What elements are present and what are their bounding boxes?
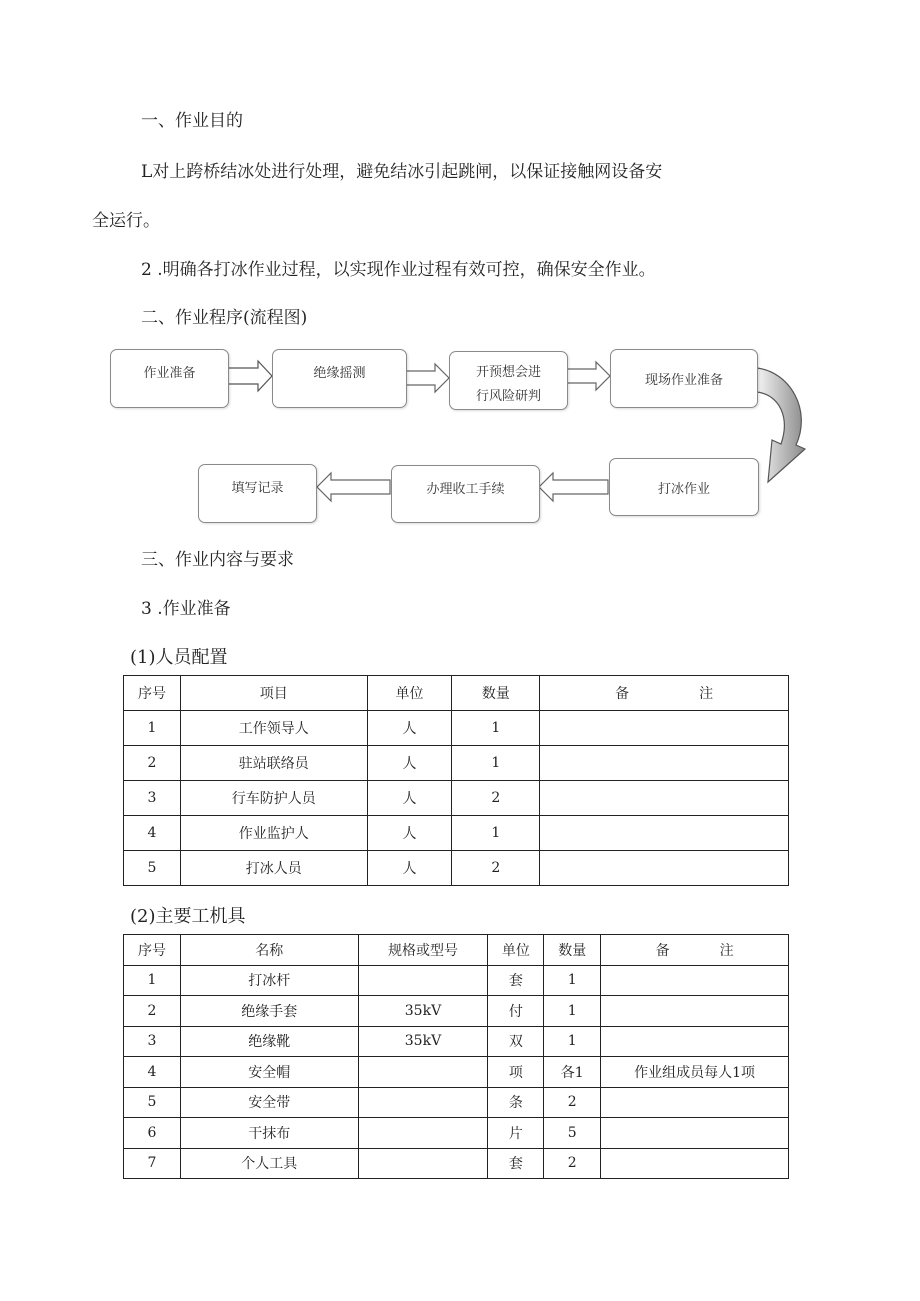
personnel-title: (1)人员配置 (130, 647, 228, 668)
cell (601, 1118, 789, 1149)
cell: 人 (367, 781, 452, 816)
cell: 打冰杆 (180, 965, 358, 996)
cell (358, 1148, 488, 1179)
cell: 1 (452, 711, 540, 746)
cell (601, 996, 789, 1027)
header-cell: 序号 (124, 676, 181, 711)
flow-arrow-5 (317, 473, 390, 501)
cell: 双 (488, 1026, 544, 1057)
flow-step-prepare-label: 作业准备 (143, 366, 196, 381)
flowchart-arrows (0, 0, 920, 540)
table-row (124, 711, 789, 746)
table-row (124, 781, 789, 816)
section1-title: 一、作业目的 (141, 111, 243, 131)
table-header-row (124, 676, 789, 711)
cell (540, 746, 789, 781)
cell (601, 1148, 789, 1179)
cell (540, 781, 789, 816)
flow-arrow-4 (539, 473, 608, 501)
table-header-row (124, 935, 789, 966)
flow-step-close-out-label: 办理收工手续 (426, 482, 505, 497)
flow-arrow-2 (406, 364, 449, 392)
section2-title: 二、作业程序(流程图) (141, 308, 308, 328)
cell: 5 (544, 1118, 601, 1149)
cell: 4 (124, 1057, 181, 1088)
header-cell: 序号 (124, 935, 181, 966)
cell: 35kV (358, 996, 488, 1027)
table-row (124, 965, 789, 996)
flow-step-prepare (110, 349, 229, 408)
cell (540, 816, 789, 851)
tools-title: (2)主要工机具 (130, 906, 246, 927)
header-remark-1: 备 (655, 942, 670, 959)
cell: 人 (367, 851, 452, 886)
flow-step-ice-work-label: 打冰作业 (657, 482, 710, 497)
cell: 4 (124, 816, 181, 851)
table-row (124, 816, 789, 851)
cell: 2 (544, 1148, 601, 1179)
cell: 片 (488, 1118, 544, 1149)
section1-item1-line2: 全运行。 (92, 211, 160, 231)
table-row (124, 1118, 789, 1149)
section1-item2: 2 .明确各打冰作业过程，以实现作业过程有效可控，确保安全作业。 (141, 260, 656, 280)
cell: 1 (544, 996, 601, 1027)
cell: 工作领导人 (180, 711, 367, 746)
flow-step-close-out (391, 465, 540, 523)
cell (358, 1057, 488, 1088)
flow-step-risk-meeting-label-1: 开预想会进 (475, 365, 541, 380)
header-cell (601, 935, 789, 966)
table-row (124, 1148, 789, 1179)
cell: 安全带 (180, 1087, 358, 1118)
cell: 2 (452, 781, 540, 816)
flow-step-insulation-test (272, 349, 407, 408)
flow-step-site-prepare-label: 现场作业准备 (644, 373, 723, 388)
header-cell: 名称 (180, 935, 358, 966)
cell: 1 (124, 711, 181, 746)
cell (540, 851, 789, 886)
cell: 驻站联络员 (180, 746, 367, 781)
section3-title: 三、作业内容与要求 (141, 550, 294, 570)
cell (358, 1118, 488, 1149)
cell: 套 (488, 1148, 544, 1179)
cell: 人 (367, 816, 452, 851)
cell: 1 (452, 816, 540, 851)
header-cell: 项目 (180, 676, 367, 711)
cell: 各1 (544, 1057, 601, 1088)
cell: 条 (488, 1087, 544, 1118)
header-cell: 数量 (452, 676, 540, 711)
cell (358, 965, 488, 996)
flow-step-risk-meeting (449, 351, 568, 410)
personnel-table (123, 675, 789, 886)
table-row (124, 1057, 789, 1088)
table-row (124, 746, 789, 781)
cell: 1 (544, 1026, 601, 1057)
cell: 7 (124, 1148, 181, 1179)
table-row (124, 1087, 789, 1118)
cell (540, 711, 789, 746)
section1-item1-line1: L对上跨桥结冰处进行处理，避免结冰引起跳闸，以保证接触网设备安 (141, 162, 663, 182)
table-row (124, 851, 789, 886)
flow-step-site-prepare (610, 349, 758, 408)
cell: 绝缘靴 (180, 1026, 358, 1057)
cell: 35kV (358, 1026, 488, 1057)
cell: 安全帽 (180, 1057, 358, 1088)
flow-step-risk-meeting-label-2: 行风险研判 (475, 389, 541, 404)
cell: 人 (367, 746, 452, 781)
flow-arrow-curve (757, 368, 805, 482)
header-cell: 规格或型号 (358, 935, 488, 966)
header-cell: 单位 (488, 935, 544, 966)
cell: 2 (124, 996, 181, 1027)
cell: 5 (124, 1087, 181, 1118)
cell: 项 (488, 1057, 544, 1088)
cell: 作业组成员每人1项 (601, 1057, 789, 1088)
flow-arrow-1 (228, 361, 272, 391)
cell: 2 (544, 1087, 601, 1118)
cell (601, 965, 789, 996)
header-remark-1: 备 (615, 686, 630, 702)
cell: 5 (124, 851, 181, 886)
flow-step-record (198, 464, 317, 523)
cell: 3 (124, 781, 181, 816)
flow-step-ice-work (609, 458, 759, 516)
cell (601, 1026, 789, 1057)
cell: 个人工具 (180, 1148, 358, 1179)
cell (358, 1087, 488, 1118)
cell: 作业监护人 (180, 816, 367, 851)
cell: 6 (124, 1118, 181, 1149)
cell: 打冰人员 (180, 851, 367, 886)
cell: 人 (367, 711, 452, 746)
cell: 干抹布 (180, 1118, 358, 1149)
cell: 套 (488, 965, 544, 996)
flow-arrow-3 (567, 362, 610, 390)
table-row (124, 996, 789, 1027)
header-cell: 单位 (367, 676, 452, 711)
header-cell: 数量 (544, 935, 601, 966)
cell: 2 (124, 746, 181, 781)
cell: 1 (124, 965, 181, 996)
cell: 1 (452, 746, 540, 781)
tools-table (123, 934, 789, 1179)
cell: 1 (544, 965, 601, 996)
cell: 2 (452, 851, 540, 886)
flow-step-insulation-test-label: 绝缘摇测 (313, 366, 366, 381)
header-cell (540, 676, 789, 711)
header-remark-2: 注 (719, 942, 734, 959)
table-row (124, 1026, 789, 1057)
section3-sub3: 3 .作业准备 (141, 599, 231, 619)
cell (601, 1087, 789, 1118)
cell: 行车防护人员 (180, 781, 367, 816)
flow-step-record-label: 填写记录 (231, 481, 284, 496)
cell: 付 (488, 996, 544, 1027)
header-remark-2: 注 (699, 686, 714, 702)
cell: 3 (124, 1026, 181, 1057)
cell: 绝缘手套 (180, 996, 358, 1027)
